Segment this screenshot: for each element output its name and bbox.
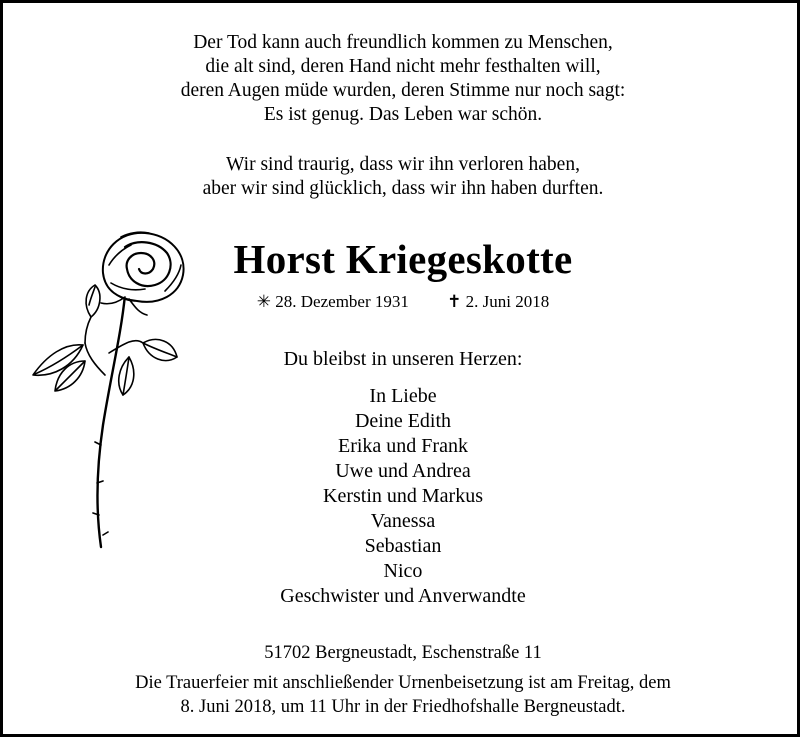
message [3, 153, 800, 201]
mourner: Uwe und Andrea [335, 460, 471, 482]
message-line: Wir sind traurig, dass wir ihn verloren haben, [226, 154, 580, 175]
poem [3, 31, 800, 127]
mourner: Erika und Frank [338, 435, 468, 457]
mourner: Kerstin und Markus [323, 485, 483, 507]
message-line: aber wir sind glücklich, dass wir ihn haben durften. [202, 178, 604, 199]
funeral-line: Die Trauerfeier mit anschließender Urnenbeisetzung ist am Freitag, dem [135, 673, 671, 693]
poem-line: Es ist genug. Das Leben war schön. [263, 104, 543, 125]
funeral-line: 8. Juni 2018, um 11 Uhr in der Friedhofshalle Bergneustadt. [180, 697, 626, 717]
funeral-info [3, 671, 800, 719]
cross-icon: ✝ [447, 292, 462, 311]
tribute-line: Du bleibst in unseren Herzen: [283, 348, 523, 370]
mourner: Nico [383, 560, 423, 582]
mourner: Vanessa [370, 510, 436, 532]
birth-date: 28. Dezember 1931 [275, 292, 409, 311]
poem-line: die alt sind, deren Hand nicht mehr festhalten will, [205, 56, 601, 77]
death-date: 2. Juni 2018 [465, 292, 550, 311]
mourner: Sebastian [364, 535, 442, 557]
life-dates [3, 292, 800, 312]
poem-line: deren Augen müde wurden, deren Stimme nur noch sagt: [180, 80, 626, 101]
mourner: In Liebe [369, 385, 437, 407]
deceased-name: Horst Kriegeskotte [233, 236, 573, 282]
asterisk-icon: ✳ [256, 292, 272, 311]
mourner: Deine Edith [354, 410, 452, 432]
mourner: Geschwister und Anverwandte [280, 585, 526, 607]
address: 51702 Bergneustadt, Eschenstraße 11 [264, 643, 542, 663]
mourners-list [3, 384, 800, 609]
poem-line: Der Tod kann auch freundlich kommen zu Menschen, [193, 32, 613, 53]
death-date-group [447, 292, 549, 312]
birth-date-group [257, 292, 409, 312]
